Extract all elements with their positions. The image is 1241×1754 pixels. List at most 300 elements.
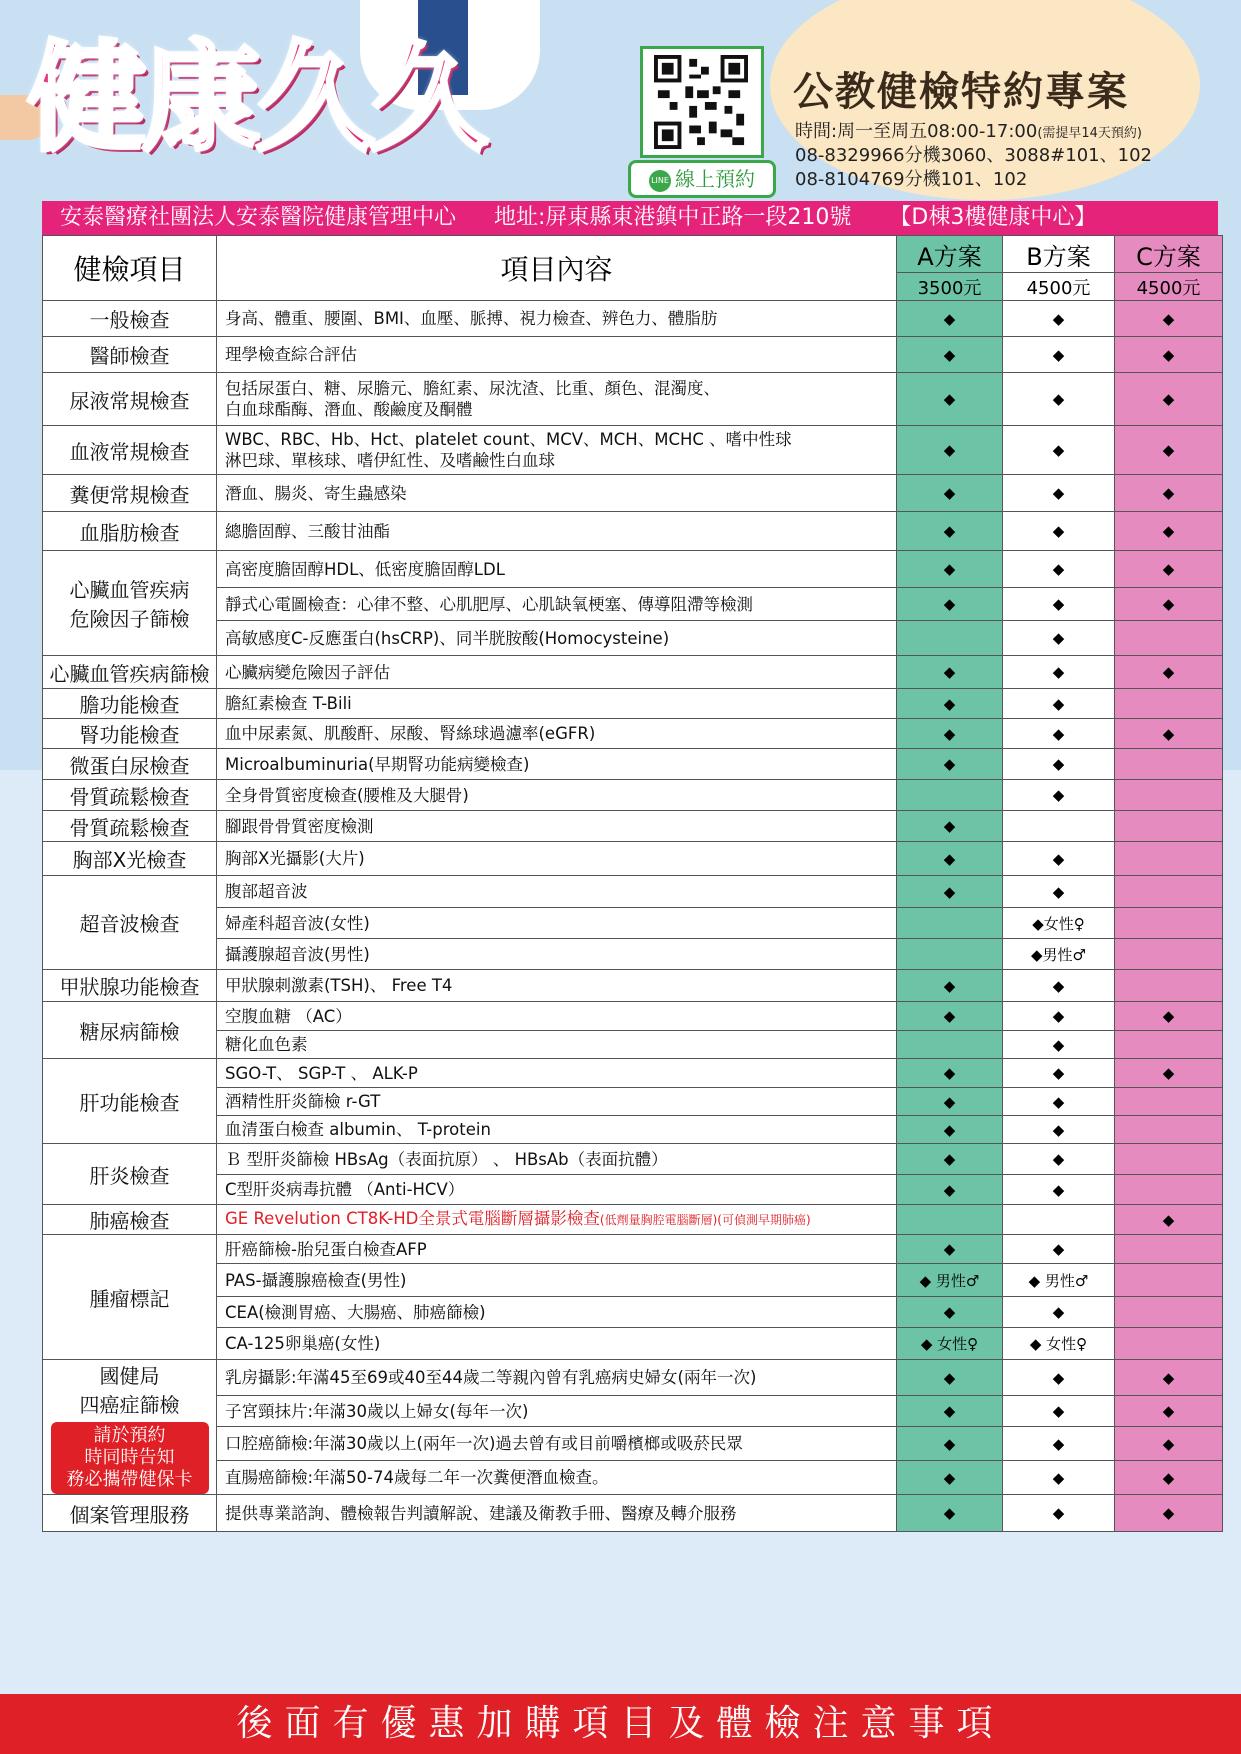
row-content xyxy=(217,551,897,588)
content-line: 提供專業諮詢、體檢報告判讀解說、建議及衛教手冊、醫療及轉介服務 xyxy=(225,1503,737,1523)
content-line: 空腹血糖 （AC） xyxy=(225,1006,352,1026)
price-plan-a: 3500元 xyxy=(897,273,1003,301)
row-content xyxy=(217,1059,897,1088)
category-line: 血液常規檢查 xyxy=(69,439,190,464)
content-line: 高敏感度C-反應蛋白(hsCRP)、同半胱胺酸(Homocysteine) xyxy=(225,628,670,648)
phone-line-2: 08-8104769分機101、102 xyxy=(795,169,1028,190)
plan-a-mark: ◆ xyxy=(897,749,1003,780)
plan-b-mark: ◆ xyxy=(1003,876,1115,908)
plan-a-mark: ◆ xyxy=(897,719,1003,749)
table-row xyxy=(43,475,1223,512)
content-line: 乳房攝影:年滿45至69或40至44歲二等親內曾有乳癌病史婦女(兩年一次) xyxy=(225,1368,757,1387)
row-content xyxy=(217,842,897,876)
plan-a-mark: ◆ xyxy=(897,1116,1003,1144)
line-booking-label: 線上預約 xyxy=(675,167,755,191)
table-row xyxy=(43,842,1223,876)
table-row xyxy=(43,970,1223,1002)
plan-c-mark: ◆ xyxy=(1115,1002,1223,1031)
plan-a-mark: ◆ xyxy=(897,1059,1003,1088)
table-row xyxy=(43,621,1223,656)
plan-a-mark: ◆ 男性♂ xyxy=(897,1264,1003,1297)
row-content xyxy=(217,337,897,373)
plan-a-mark xyxy=(897,939,1003,970)
row-category xyxy=(43,689,217,719)
plan-a-mark xyxy=(897,1205,1003,1235)
content-line: 腹部超音波 xyxy=(225,882,308,901)
plan-c-mark xyxy=(1115,1116,1223,1144)
category-line: 心臟血管疾病篩檢 xyxy=(49,661,210,686)
plan-b-mark: ◆ xyxy=(1003,1297,1115,1328)
row-category xyxy=(43,551,217,656)
notice-line: 務必攜帶健保卡 xyxy=(66,1469,193,1490)
row-category xyxy=(43,876,217,970)
content-line: 包括尿蛋白、糖、尿膽元、膽紅素、尿沈渣、比重、顏色、混濁度、 xyxy=(225,379,720,398)
plan-b-mark: ◆ xyxy=(1003,475,1115,512)
plan-b-mark: ◆ xyxy=(1003,1461,1115,1495)
plan-c-mark xyxy=(1115,1031,1223,1059)
table-row xyxy=(43,719,1223,749)
header-content: 項目內容 xyxy=(217,236,897,301)
table-row xyxy=(43,1116,1223,1144)
plan-b-mark: ◆ xyxy=(1003,551,1115,588)
time-note: (需提早14天預約) xyxy=(1037,126,1142,141)
category-line: 一般檢查 xyxy=(89,308,170,332)
content-line: 口腔癌篩檢:年滿30歲以上(兩年一次)過去曾有或目前嚼檳榔或吸菸民眾 xyxy=(225,1434,743,1453)
content-line: 全身骨質密度檢查(腰椎及大腿骨) xyxy=(225,785,469,805)
plan-b-mark: ◆ xyxy=(1003,749,1115,780)
plan-b-mark: ◆ xyxy=(1003,1396,1115,1427)
row-content xyxy=(217,1205,897,1235)
plan-a-mark: ◆ xyxy=(897,551,1003,588)
plan-b-mark: ◆女性♀ xyxy=(1003,908,1115,939)
plan-a-mark xyxy=(897,908,1003,939)
row-content xyxy=(217,1144,897,1175)
category-line: 甲狀腺功能檢查 xyxy=(59,975,200,999)
content-line: 酒精性肝炎篩檢 r-GT xyxy=(225,1092,381,1111)
checkup-table xyxy=(42,235,1223,1532)
plan-a-mark: ◆ xyxy=(897,1175,1003,1205)
plan-a-mark xyxy=(897,621,1003,656)
content-line: 攝護腺超音波(男性) xyxy=(225,944,370,964)
row-category xyxy=(43,475,217,512)
content-line: 子宮頸抹片:年滿30歲以上婦女(每年一次) xyxy=(225,1401,529,1421)
content-line: 總膽固醇、三酸甘油酯 xyxy=(225,521,390,541)
plan-a-mark: ◆ xyxy=(897,1461,1003,1495)
plan-c-mark: ◆ xyxy=(1115,1360,1223,1396)
category-line: 胸部X光檢查 xyxy=(72,848,187,872)
table-row xyxy=(43,811,1223,842)
row-content xyxy=(217,1002,897,1031)
plan-b-mark: ◆男性♂ xyxy=(1003,939,1115,970)
cancer-screening-notice xyxy=(51,1422,209,1494)
phone-line-1: 08-8329966分機3060、3088#101、102 xyxy=(795,145,1152,166)
plan-b-mark: ◆ xyxy=(1003,337,1115,373)
plan-a-mark xyxy=(897,1031,1003,1059)
row-content xyxy=(217,689,897,719)
building-location: 【D棟3樓健康中心】 xyxy=(889,205,1097,230)
plan-a-mark xyxy=(897,780,1003,811)
row-category xyxy=(43,749,217,780)
plan-a-mark: ◆ xyxy=(897,842,1003,876)
table-row xyxy=(43,373,1223,426)
project-title: 公教健檢特約專案 xyxy=(793,69,1129,115)
row-content xyxy=(217,1116,897,1144)
plan-b-mark: ◆ xyxy=(1003,1495,1115,1532)
plan-b-mark: ◆ xyxy=(1003,512,1115,551)
plan-c-mark xyxy=(1115,939,1223,970)
price-plan-c: 4500元 xyxy=(1115,273,1223,301)
category-line: 骨質疏鬆檢查 xyxy=(69,784,190,809)
plan-b-mark: ◆ xyxy=(1003,1427,1115,1461)
plan-b-mark: ◆ xyxy=(1003,689,1115,719)
plan-b-mark: ◆ xyxy=(1003,1031,1115,1059)
plan-c-mark: ◆ xyxy=(1115,337,1223,373)
content-line: 潛血、腸炎、寄生蟲感染 xyxy=(225,483,407,503)
content-line: 肝癌篩檢-胎兒蛋白檢查AFP xyxy=(225,1239,427,1259)
row-content xyxy=(217,1427,897,1461)
row-content xyxy=(217,1175,897,1205)
row-content xyxy=(217,1360,897,1396)
row-content xyxy=(217,1235,897,1264)
content-line: SGO-T、 SGP-T 、 ALK-P xyxy=(225,1063,418,1083)
plan-c-mark: ◆ xyxy=(1115,1427,1223,1461)
category-line: 肺癌檢查 xyxy=(89,1209,170,1233)
category-line: 肝炎檢查 xyxy=(89,1163,170,1188)
content-line: 甲狀腺刺激素(TSH)、 Free T4 xyxy=(225,976,453,995)
row-category xyxy=(43,656,217,689)
plan-c-mark: ◆ xyxy=(1115,656,1223,689)
line-app-icon: LINE xyxy=(649,170,671,192)
plan-a-mark: ◆ xyxy=(897,1360,1003,1396)
table-row xyxy=(43,1059,1223,1088)
plan-c-mark xyxy=(1115,749,1223,780)
content-line: 身高、體重、腰圍、BMI、血壓、脈搏、視力檢查、辨色力、體脂肪 xyxy=(225,309,718,328)
category-line: 超音波檢查 xyxy=(79,912,180,936)
row-content xyxy=(217,1396,897,1427)
plan-c-mark xyxy=(1115,1088,1223,1116)
content-line: GE Revelution CT8K-HD全景式電腦斷層攝影檢查(低劑量胸腔電腦斷層)(可偵測早期肺癌) xyxy=(225,1209,811,1228)
row-category xyxy=(43,1144,217,1205)
row-category xyxy=(43,301,217,337)
plan-a-mark: ◆ xyxy=(897,1297,1003,1328)
row-category xyxy=(43,1059,217,1144)
plan-c-mark: ◆ xyxy=(1115,1205,1223,1235)
row-content xyxy=(217,908,897,939)
table-row xyxy=(43,1396,1223,1427)
plan-a-mark: ◆ xyxy=(897,1088,1003,1116)
row-content xyxy=(217,780,897,811)
table-row xyxy=(43,1264,1223,1297)
plan-c-mark xyxy=(1115,780,1223,811)
header-plan-b: B方案 xyxy=(1003,236,1115,273)
plan-c-mark xyxy=(1115,1297,1223,1328)
plan-c-mark: ◆ xyxy=(1115,588,1223,621)
row-category xyxy=(43,1002,217,1059)
content-line: C型肝炎病毒抗體 （Anti-HCV） xyxy=(225,1180,465,1199)
content-line: CA-125卵巢癌(女性) xyxy=(225,1334,381,1353)
row-content xyxy=(217,939,897,970)
row-content xyxy=(217,1264,897,1297)
content-line: WBC、RBC、Hb、Hct、platelet count、MCV、MCH、MCHC 、嗜中性球 xyxy=(225,430,792,449)
row-content xyxy=(217,876,897,908)
row-content xyxy=(217,475,897,512)
table-row xyxy=(43,1031,1223,1059)
plan-a-mark: ◆ xyxy=(897,876,1003,908)
table-row xyxy=(43,588,1223,621)
content-line: 血中尿素氮、肌酸酐、尿酸、腎絲球過濾率(eGFR) xyxy=(225,724,596,743)
plan-a-mark: ◆ xyxy=(897,512,1003,551)
plan-a-mark: ◆ xyxy=(897,1427,1003,1461)
table-row xyxy=(43,1144,1223,1175)
category-line: 尿液常規檢查 xyxy=(69,388,190,413)
plan-c-mark: ◆ xyxy=(1115,512,1223,551)
category-line: 骨質疏鬆檢查 xyxy=(69,815,190,840)
plan-c-mark: ◆ xyxy=(1115,373,1223,426)
header-plan-c: C方案 xyxy=(1115,236,1223,273)
row-category xyxy=(43,842,217,876)
category-line: 國健局 xyxy=(99,1364,160,1388)
plan-c-mark xyxy=(1115,1264,1223,1297)
plan-c-mark: ◆ xyxy=(1115,1495,1223,1532)
plan-c-mark: ◆ xyxy=(1115,719,1223,749)
plan-b-mark: ◆ xyxy=(1003,780,1115,811)
table-row xyxy=(43,337,1223,373)
service-hours xyxy=(795,120,1142,146)
plan-b-mark: ◆ xyxy=(1003,1059,1115,1088)
hospital-info-band xyxy=(42,201,1218,235)
row-content xyxy=(217,656,897,689)
table-row xyxy=(43,1461,1223,1495)
table-row xyxy=(43,656,1223,689)
content-line: 直腸癌篩檢:年滿50-74歲每二年一次糞便潛血檢查。 xyxy=(225,1468,609,1487)
content-line: Microalbuminuria(早期腎功能病變檢查) xyxy=(225,754,530,774)
row-category xyxy=(43,512,217,551)
category-line: 糖尿病篩檢 xyxy=(79,1019,180,1044)
notice-line: 時同時告知 xyxy=(84,1447,175,1468)
plan-c-mark: ◆ xyxy=(1115,301,1223,337)
plan-b-mark: ◆ xyxy=(1003,1175,1115,1205)
row-category xyxy=(43,1205,217,1235)
plan-a-mark: ◆ xyxy=(897,475,1003,512)
row-category xyxy=(43,780,217,811)
row-category xyxy=(43,970,217,1002)
content-line: 心臟病變危險因子評估 xyxy=(225,662,390,682)
plan-b-mark: ◆ xyxy=(1003,373,1115,426)
plan-c-mark xyxy=(1115,811,1223,842)
category-line: 腫瘤標記 xyxy=(89,1286,170,1311)
plan-c-mark: ◆ xyxy=(1115,1396,1223,1427)
plan-c-mark xyxy=(1115,1328,1223,1360)
table-row xyxy=(43,426,1223,475)
plan-a-mark: ◆ xyxy=(897,656,1003,689)
plan-c-mark: ◆ xyxy=(1115,426,1223,475)
row-content xyxy=(217,588,897,621)
footer-banner: 後面有優惠加購項目及體檢注意事項 xyxy=(0,1694,1241,1754)
row-content xyxy=(217,749,897,780)
category-line: 心臟血管疾病 xyxy=(69,578,190,602)
table-row xyxy=(43,551,1223,588)
plan-b-mark: ◆ xyxy=(1003,656,1115,689)
row-content xyxy=(217,719,897,749)
plan-c-mark xyxy=(1115,621,1223,656)
plan-b-mark: ◆ 男性♂ xyxy=(1003,1264,1115,1297)
plan-a-mark: ◆ xyxy=(897,1002,1003,1031)
content-line: 高密度膽固醇HDL、低密度膽固醇LDL xyxy=(225,559,505,579)
plan-c-mark xyxy=(1115,1175,1223,1205)
category-line: 個案管理服務 xyxy=(69,1502,190,1527)
content-line: 婦產科超音波(女性) xyxy=(225,913,370,933)
content-note: (低劑量胸腔電腦斷層)(可偵測早期肺癌) xyxy=(599,1213,811,1227)
row-content xyxy=(217,1031,897,1059)
plan-b-mark: ◆ xyxy=(1003,426,1115,475)
table-row xyxy=(43,749,1223,780)
table-row xyxy=(43,689,1223,719)
plan-a-mark: ◆ xyxy=(897,1495,1003,1532)
plan-c-mark: ◆ xyxy=(1115,1461,1223,1495)
plan-a-mark: ◆ xyxy=(897,588,1003,621)
plan-b-mark: ◆ xyxy=(1003,1360,1115,1396)
content-line: 血清蛋白檢查 albumin、 T-protein xyxy=(225,1120,491,1139)
table-row xyxy=(43,876,1223,908)
row-content xyxy=(217,1495,897,1532)
table-row xyxy=(43,1175,1223,1205)
category-line: 四癌症篩檢 xyxy=(79,1393,180,1417)
content-line: 腳跟骨骨質密度檢測 xyxy=(225,816,374,836)
category-line: 微蛋白尿檢查 xyxy=(69,753,190,778)
plan-c-mark xyxy=(1115,908,1223,939)
category-line: 危險因子篩檢 xyxy=(69,607,190,631)
table-row xyxy=(43,1427,1223,1461)
plan-a-mark: ◆ xyxy=(897,1144,1003,1175)
row-content xyxy=(217,1328,897,1360)
table-row xyxy=(43,780,1223,811)
plan-c-mark: ◆ xyxy=(1115,1059,1223,1088)
table-row xyxy=(43,512,1223,551)
plan-b-mark: ◆ xyxy=(1003,1116,1115,1144)
plan-b-mark: ◆ xyxy=(1003,301,1115,337)
price-plan-b: 4500元 xyxy=(1003,273,1115,301)
row-content xyxy=(217,426,897,475)
plan-a-mark: ◆ xyxy=(897,426,1003,475)
plan-c-mark xyxy=(1115,1144,1223,1175)
plan-c-mark xyxy=(1115,689,1223,719)
plan-a-mark: ◆ xyxy=(897,689,1003,719)
content-line: 胸部X光攝影(大片) xyxy=(225,849,365,868)
plan-c-mark: ◆ xyxy=(1115,551,1223,588)
plan-a-mark: ◆ xyxy=(897,337,1003,373)
table-row xyxy=(43,1002,1223,1031)
content-line: PAS-攝護腺癌檢查(男性) xyxy=(225,1270,407,1290)
row-category xyxy=(43,1360,217,1495)
row-content xyxy=(217,1461,897,1495)
category-line: 糞便常規檢查 xyxy=(69,482,190,507)
row-category xyxy=(43,1495,217,1532)
plan-b-mark: ◆ xyxy=(1003,1235,1115,1264)
content-line: 白血球酯酶、潛血、酸鹼度及酮體 xyxy=(225,400,473,419)
plan-b-mark: ◆ xyxy=(1003,970,1115,1002)
plan-b-mark: ◆ xyxy=(1003,621,1115,656)
content-line: Ｂ 型肝炎篩檢 HBsAg（表面抗原） 、 HBsAb（表面抗體） xyxy=(225,1149,668,1169)
content-line: 糖化血色素 xyxy=(225,1035,308,1054)
table-row xyxy=(43,1235,1223,1264)
plan-c-mark xyxy=(1115,970,1223,1002)
plan-a-mark: ◆ xyxy=(897,301,1003,337)
hospital-name: 安泰醫療社團法人安泰醫院健康管理中心 xyxy=(60,205,457,230)
line-booking-button[interactable] xyxy=(628,160,776,198)
table-row xyxy=(43,1088,1223,1116)
qr-code-icon xyxy=(653,55,749,149)
row-content xyxy=(217,1297,897,1328)
category-line: 膽功能檢查 xyxy=(79,693,180,717)
table-row xyxy=(43,1297,1223,1328)
content-line: 淋巴球、單核球、嗜伊紅性、及嗜鹼性白血球 xyxy=(225,451,555,470)
notice-line: 請於預約 xyxy=(93,1425,166,1446)
plan-a-mark: ◆ 女性♀ xyxy=(897,1328,1003,1360)
plan-b-mark: ◆ xyxy=(1003,588,1115,621)
table-row xyxy=(43,1495,1223,1532)
row-content xyxy=(217,373,897,426)
plan-c-mark xyxy=(1115,1235,1223,1264)
row-category xyxy=(43,1235,217,1360)
table-row xyxy=(43,939,1223,970)
row-category xyxy=(43,337,217,373)
qr-code[interactable] xyxy=(640,46,764,158)
row-content xyxy=(217,621,897,656)
plan-b-mark xyxy=(1003,1205,1115,1235)
row-category xyxy=(43,719,217,749)
plan-b-mark: ◆ xyxy=(1003,719,1115,749)
header-plan-a: A方案 xyxy=(897,236,1003,273)
table-row xyxy=(43,1328,1223,1360)
row-category xyxy=(43,426,217,475)
content-line: 靜式心電圖檢查：心律不整、心肌肥厚、心肌缺氧梗塞、傳導阻滯等檢測 xyxy=(225,594,753,614)
category-line: 醫師檢查 xyxy=(89,344,170,368)
category-line: 腎功能檢查 xyxy=(79,723,180,747)
header-item: 健檢項目 xyxy=(43,236,217,301)
plan-a-mark: ◆ xyxy=(897,1235,1003,1264)
time-label: 時間:周一至周五08:00-17:00 xyxy=(795,121,1038,142)
plan-c-mark: ◆ xyxy=(1115,475,1223,512)
plan-b-mark: ◆ xyxy=(1003,842,1115,876)
plan-b-mark: ◆ xyxy=(1003,1144,1115,1175)
row-content xyxy=(217,301,897,337)
table-row xyxy=(43,1360,1223,1396)
plan-a-mark: ◆ xyxy=(897,373,1003,426)
content-line: CEA(檢測胃癌、大腸癌、肺癌篩檢) xyxy=(225,1302,486,1322)
plan-b-mark: ◆ xyxy=(1003,1002,1115,1031)
row-category xyxy=(43,373,217,426)
plan-c-mark xyxy=(1115,842,1223,876)
plan-b-mark xyxy=(1003,811,1115,842)
row-content xyxy=(217,512,897,551)
row-content xyxy=(217,811,897,842)
content-line: 理學檢查綜合評估 xyxy=(225,345,357,364)
table-row xyxy=(43,1205,1223,1235)
row-category xyxy=(43,811,217,842)
table-row xyxy=(43,908,1223,939)
content-line: 膽紅素檢查 T-Bili xyxy=(225,694,352,713)
hospital-address: 地址:屏東縣東港鎮中正路一段210號 xyxy=(494,205,852,230)
plan-b-mark: ◆ 女性♀ xyxy=(1003,1328,1115,1360)
plan-b-mark: ◆ xyxy=(1003,1088,1115,1116)
row-content xyxy=(217,1088,897,1116)
category-line: 血脂肪檢查 xyxy=(79,520,180,545)
poster-title: 健康久久 xyxy=(28,29,485,167)
table-row xyxy=(43,301,1223,337)
plan-a-mark: ◆ xyxy=(897,970,1003,1002)
category-line: 肝功能檢查 xyxy=(79,1090,180,1115)
plan-a-mark: ◆ xyxy=(897,811,1003,842)
